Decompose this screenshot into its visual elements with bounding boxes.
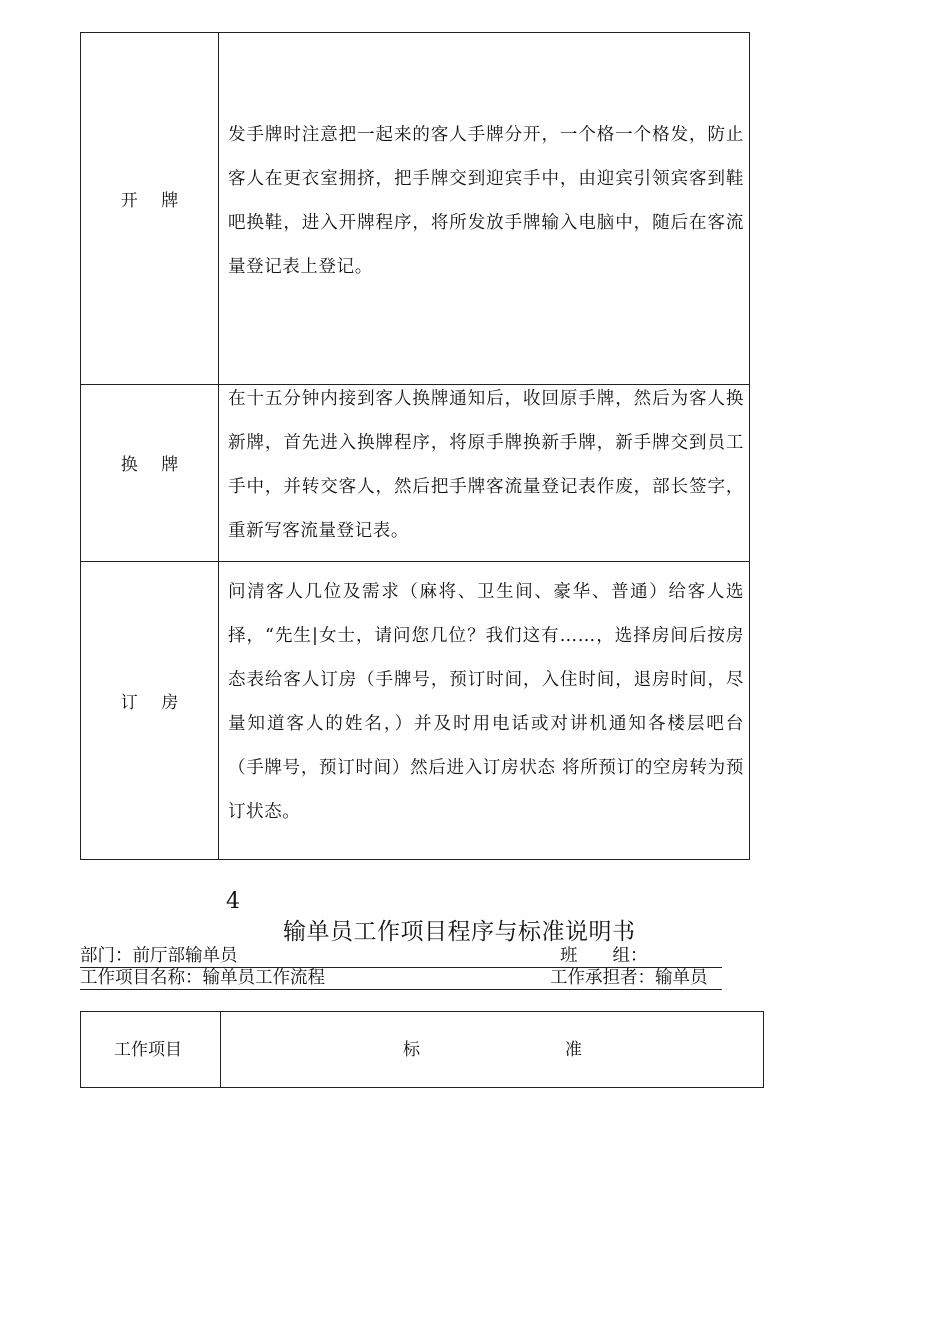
header-standard-char-1: 标 [403,1040,420,1060]
document-title: 输单员工作项目程序与标准说明书 [283,919,636,945]
standard-table [80,1011,764,1088]
row-text-kaipai [228,113,744,289]
row-label-kaipai: 开 牌 [120,191,188,211]
procedure-text: 在十五分钟内接到客人换牌通知后，收回原手牌，然后为客人换新牌，首先进入换牌程序，将原手牌换新手牌，新手牌交到员工手中，并转交客人，然后把手牌客流量登记表作废，部长签字，重新写客流量登记表。 [228,389,744,541]
column-divider [218,33,219,859]
work-item-line [80,968,722,990]
work-item-name-label: 工作项目名称：输单员工作流程 [80,968,325,988]
department-line [80,946,722,968]
row-label-huanpai: 换 牌 [120,455,188,475]
row-text-dingfang [228,570,744,834]
column-divider [220,1012,221,1087]
row-label-dingfang: 订 房 [120,693,188,713]
team-label: 班 组： [560,946,648,966]
row-divider [81,561,749,562]
procedure-text: 发手牌时注意把一起来的客人手牌分开，一个格一个格发，防止客人在更衣室拥挤，把手牌交到迎宾手中，由迎宾引领宾客到鞋吧换鞋，进入开牌程序，将所发放手牌输入电脑中，随后在客流量登记表上登记。 [228,125,744,277]
work-owner-label: 工作承担者：输单员 [550,968,708,988]
header-standard-char-2: 准 [565,1040,582,1060]
row-text-huanpai [228,377,744,553]
department-label: 部门：前厅部输单员 [80,946,238,966]
procedure-table [80,32,750,860]
header-work-item: 工作项目 [114,1040,182,1060]
page-number: 4 [226,889,240,914]
procedure-text: 问清客人几位及需求（麻将、卫生间、豪华、普通）给客人选择，“先生|女士，请问您几位？我们这有……，选择房间后按房态表给客人订房（手牌号，预订时间，入住时间，退房时间，尽量知道客人的姓名，）并及时用电话或对讲机通知各楼层吧台（手牌号，预订时间）然后进入订房状态 将所预订的空房转为预订状态。 [228,582,744,822]
